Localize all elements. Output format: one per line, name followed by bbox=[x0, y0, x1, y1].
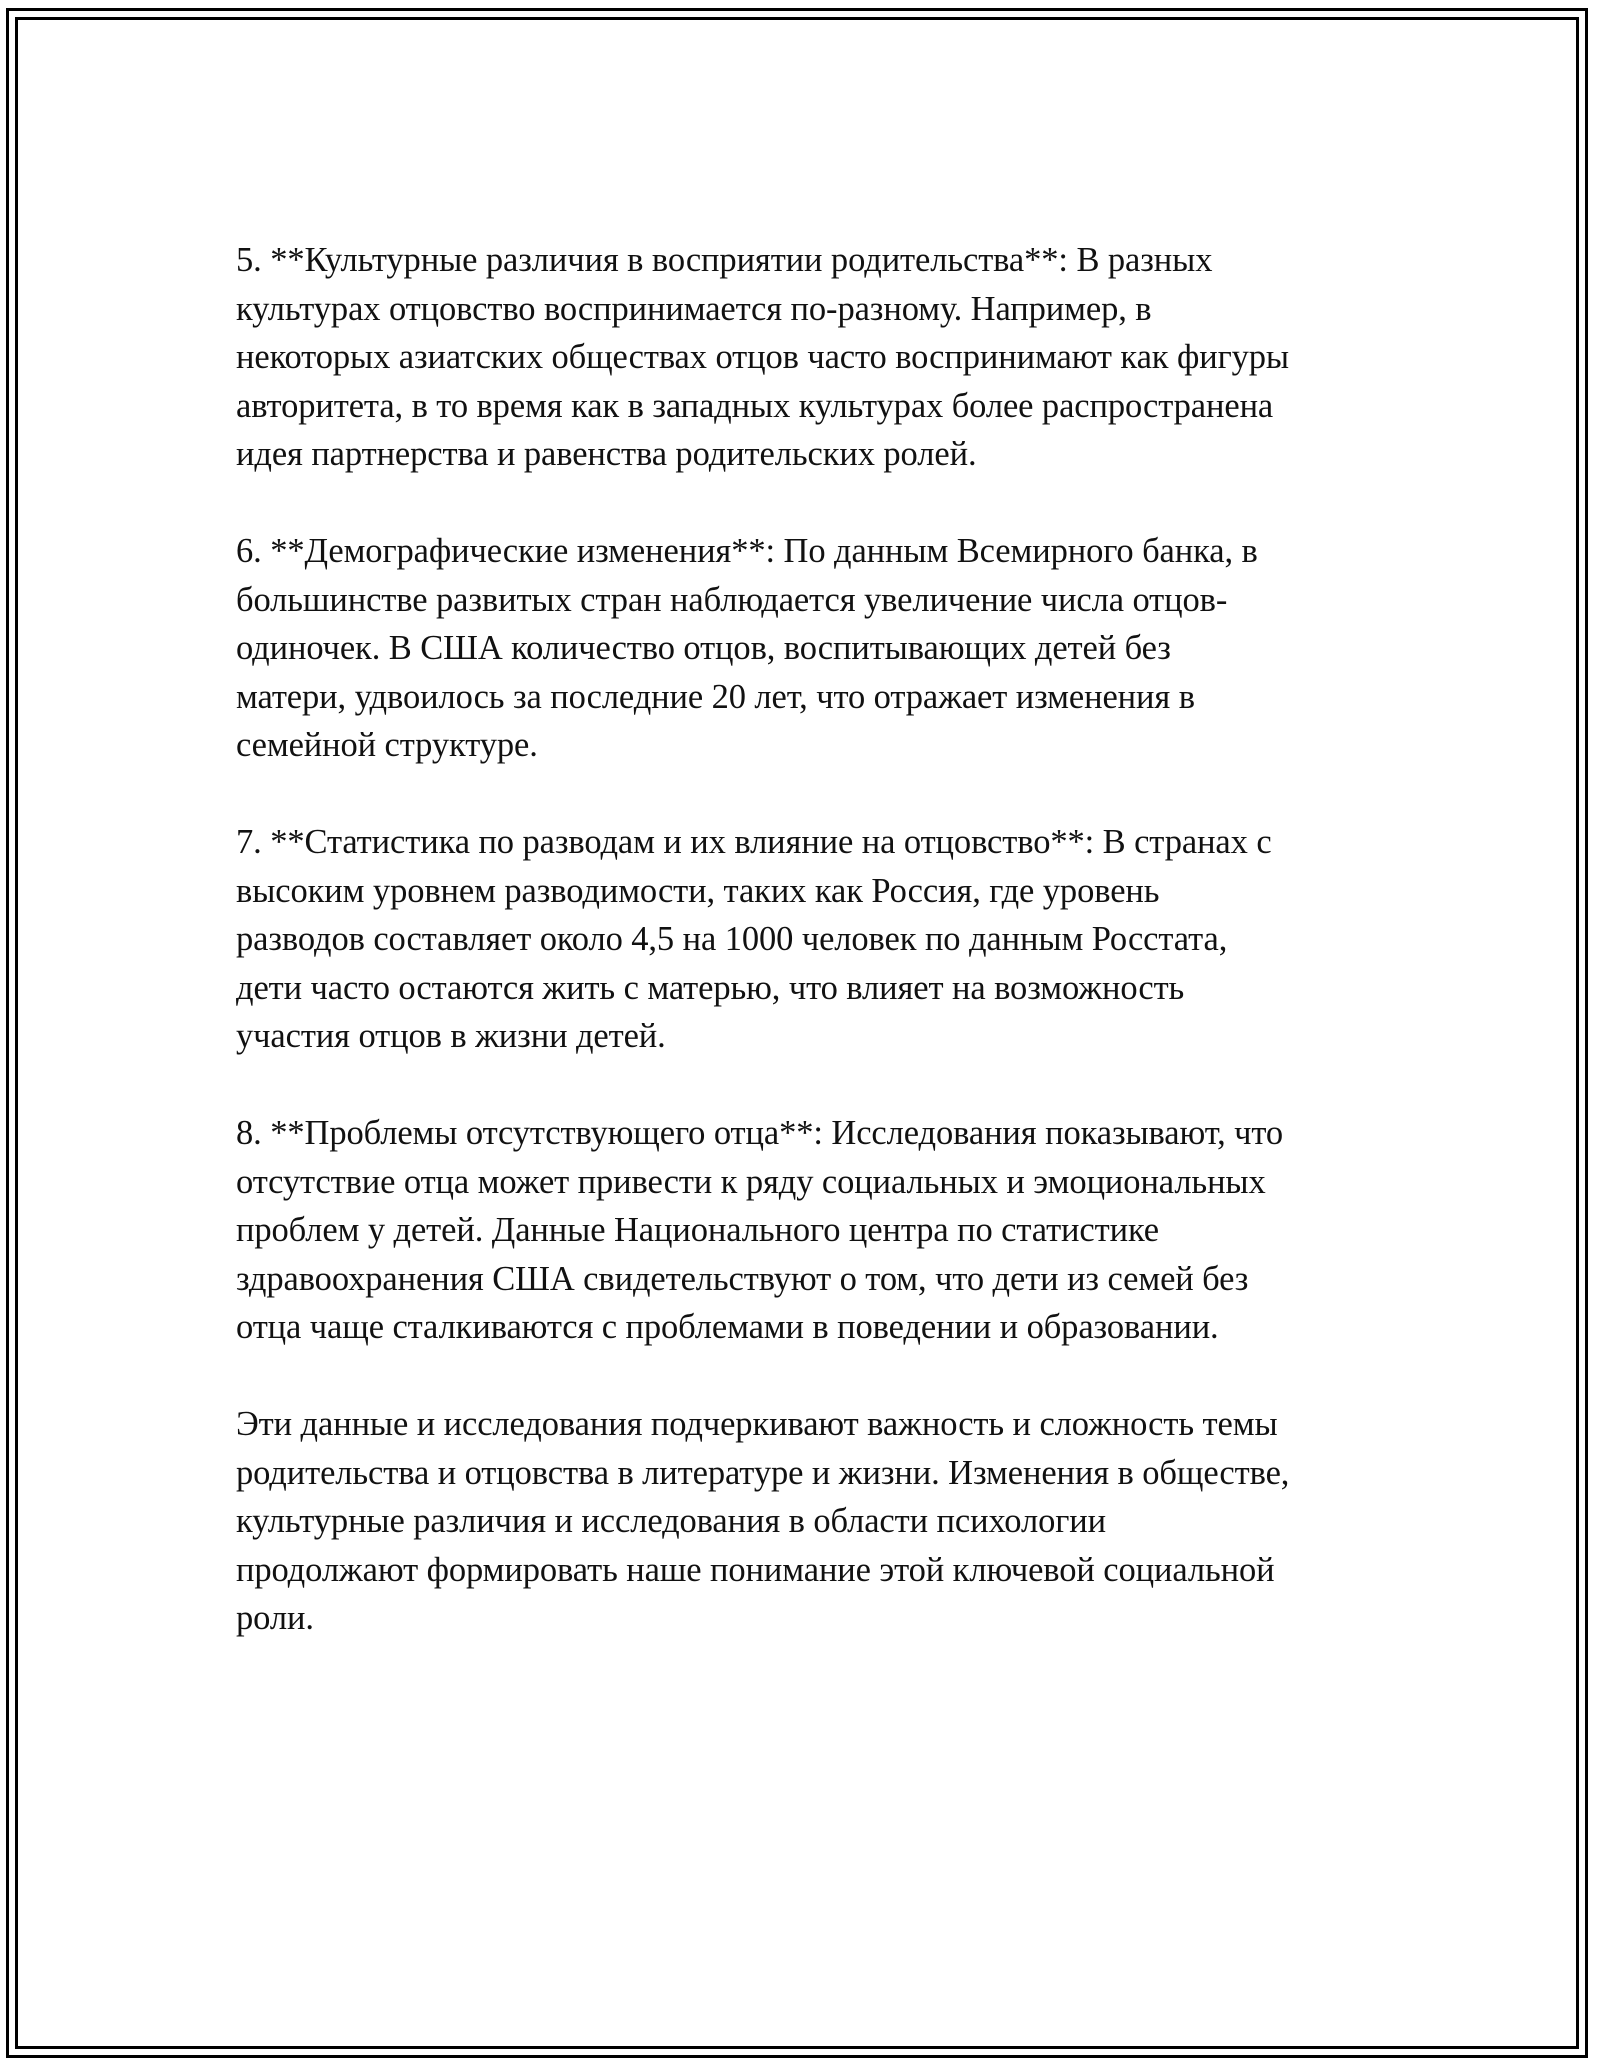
document-body bbox=[236, 236, 1406, 1691]
paragraph-demographic-changes: 6. **Демографические изменения**: По данным Всемирного банка, в большинстве развитых стран наблюдается увеличение числа отцов- одиночек. В США количество отцов, воспитывающих детей без матери, удвоилось за последние 20 лет, что отражает изменения в семейной структуре. bbox=[236, 532, 1258, 764]
paragraph-conclusion: Эти данные и исследования подчеркивают важность и сложность темы родительства и отцовства в литературе и жизни. Изменения в обществе, культурные различия и исследования в области психологии продолжают формировать наше понимание этой ключевой социальной роли. bbox=[236, 1405, 1290, 1637]
paragraph-divorce-statistics: 7. **Статистика по разводам и их влияние на отцовство**: В странах с высоким уровнем разводимости, таких как Россия, где уровень разводов составляет около 4,5 на 1000 человек по данным Росстата, дети часто остаются жить с матерью, что влияет на возможность участия отцов в жизни детей. bbox=[236, 823, 1272, 1055]
paragraph-cultural-differences: 5. **Культурные различия в восприятии родительства**: В разных культурах отцовство воспринимается по-разному. Например, в некоторых азиатских обществах отцов часто воспринимают как фигуры авторитета, в то время как в западных культурах более распространена идея партнерства и равенства родительских ролей. bbox=[236, 241, 1290, 473]
paragraph-absent-father: 8. **Проблемы отсутствующего отца**: Исследования показывают, что отсутствие отца может привести к ряду социальных и эмоциональных проблем у детей. Данные Национального центра по статистике здравоохранения США свидетельствуют о том, что дети из семей без отца чаще сталкиваются с проблемами в поведении и образовании. bbox=[236, 1114, 1284, 1346]
